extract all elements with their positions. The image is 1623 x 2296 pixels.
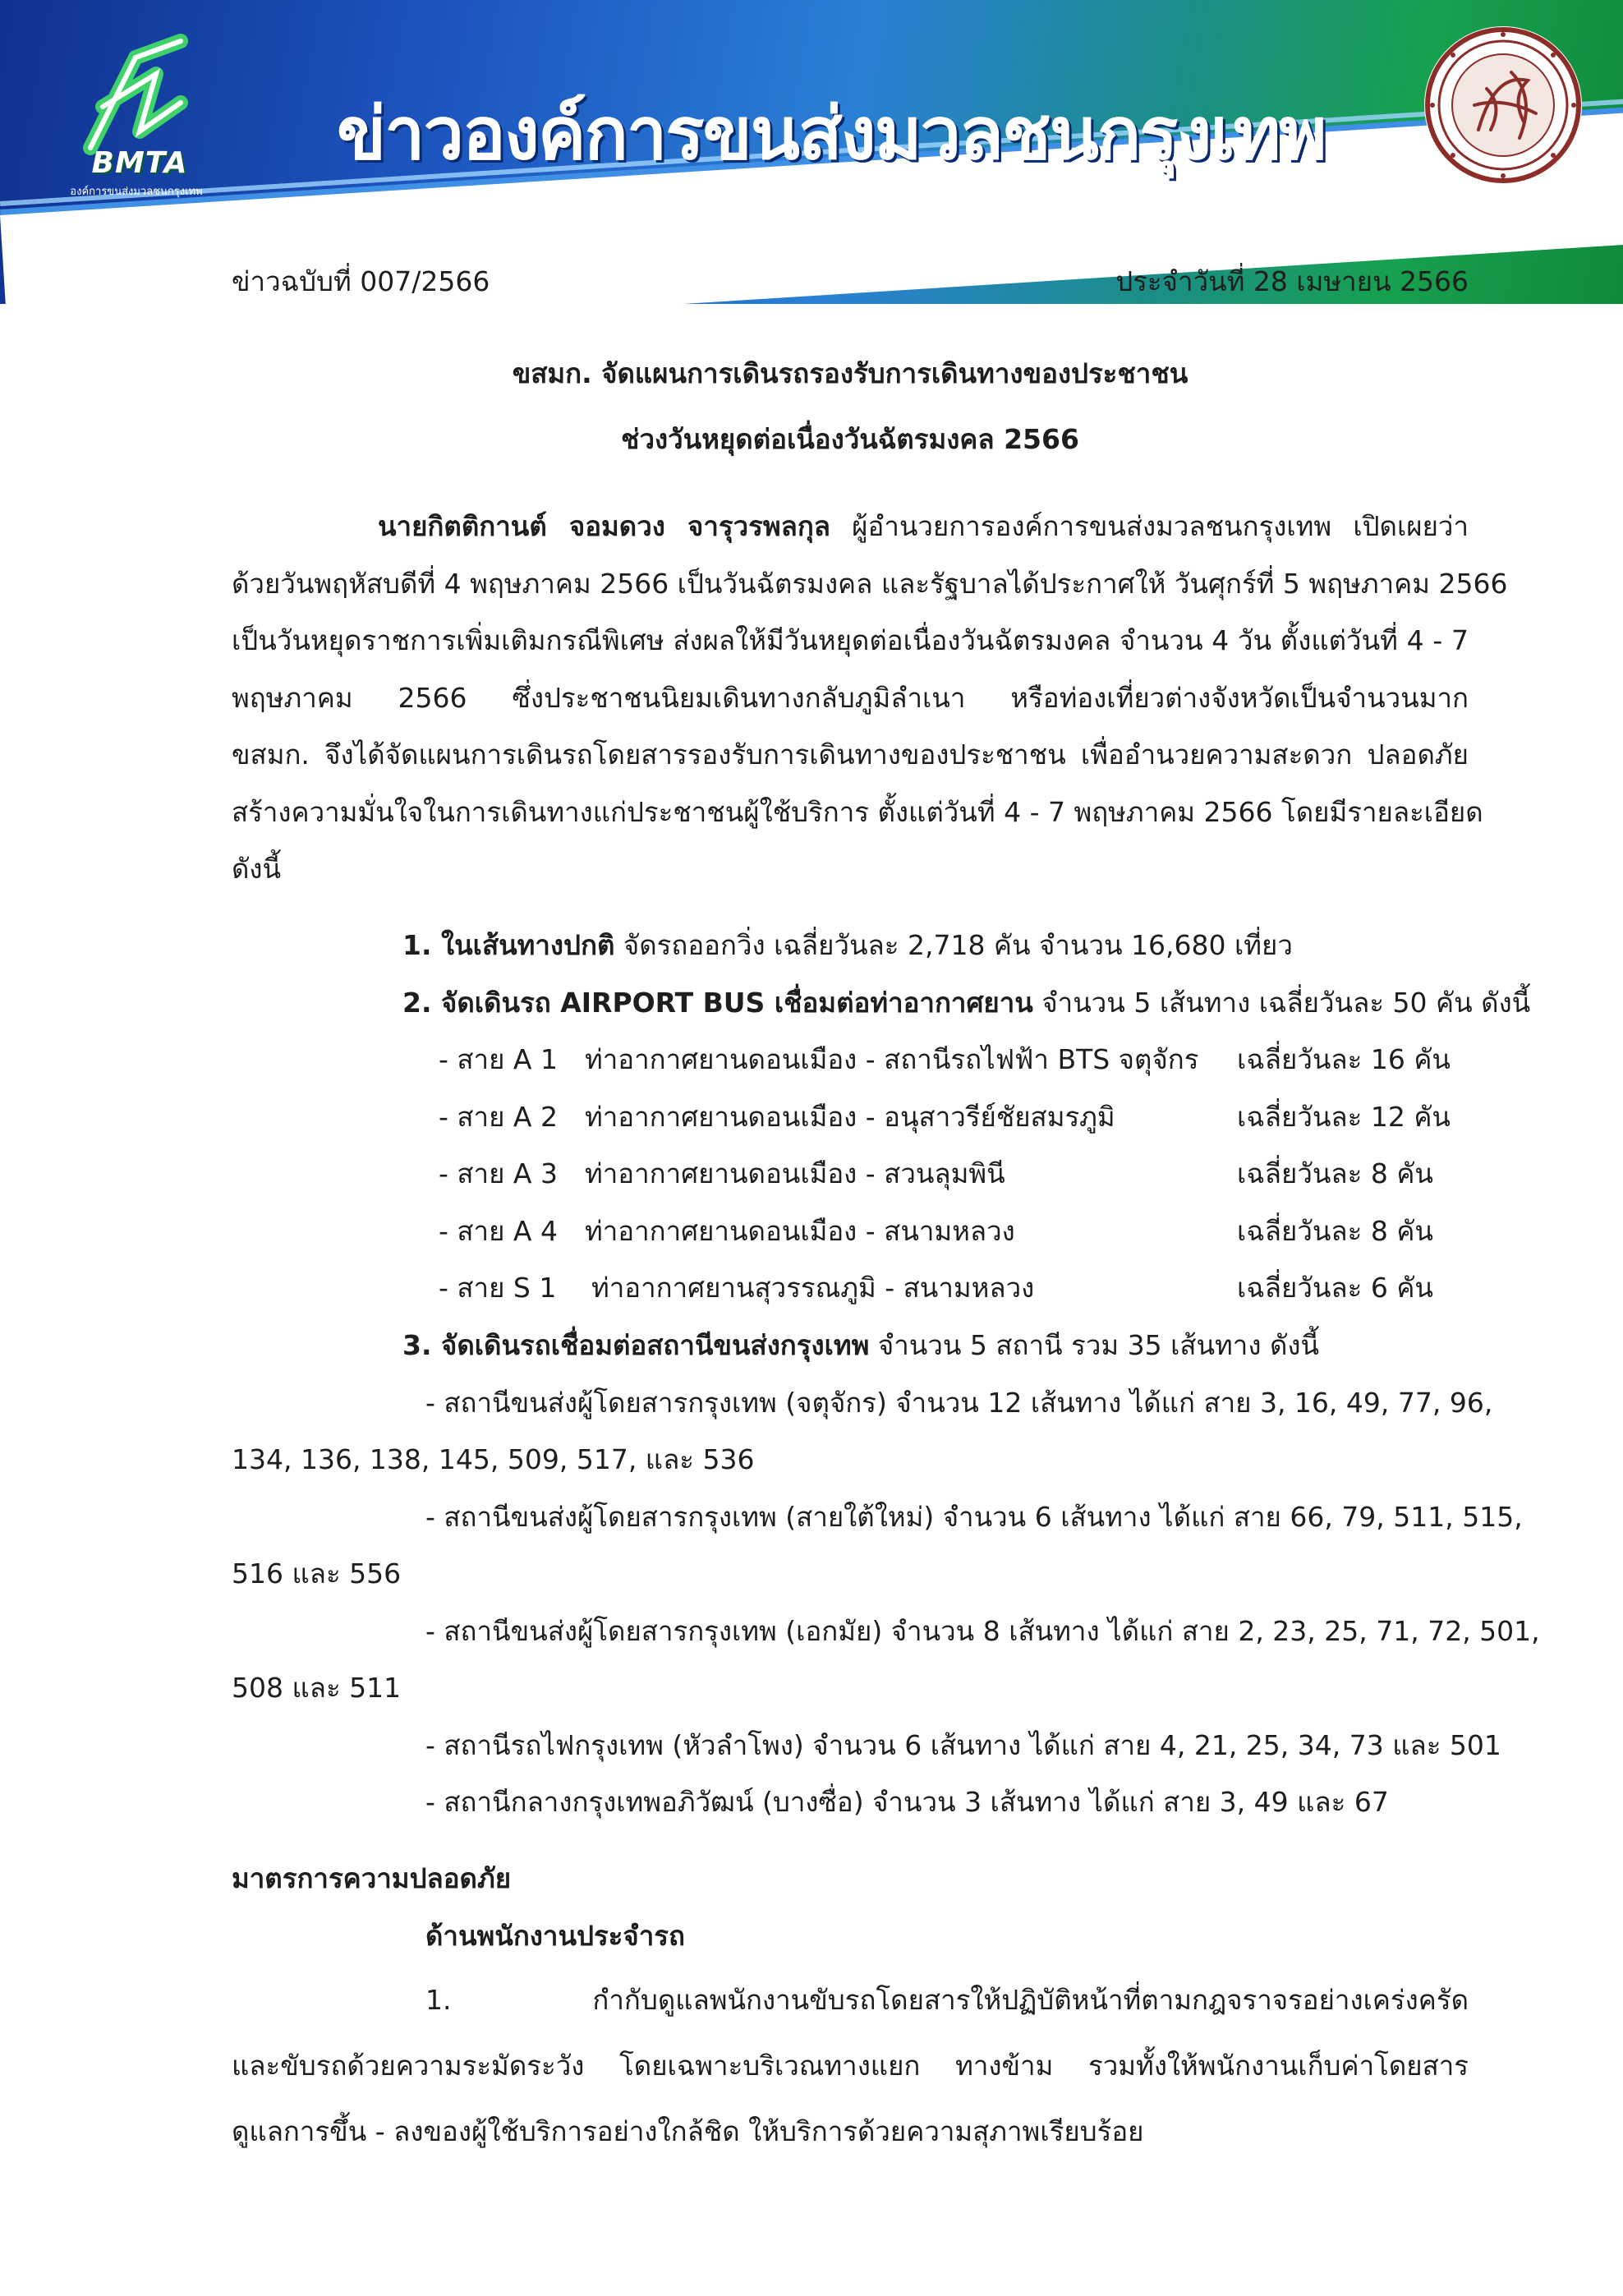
item-1 [402, 917, 1293, 974]
director-name: นายกิตติกานต์ จอมดวง จารุวรพลกุล [378, 510, 831, 542]
route-code: - สาย S 1 [439, 1272, 557, 1304]
station-2-line-2: 516 และ 556 [232, 1558, 402, 1590]
route-average: เฉลี่ยวันละ 8 คัน [1237, 1157, 1433, 1189]
station-3-text: - สถานีขนส่งผู้โดยสารกรุงเทพ (เอกมัย) จำนวน 8 เส้นทาง ได้แก่ สาย 2, 23, 25, 71, 72, 501, [425, 1615, 1540, 1647]
station-2-line-1 [232, 1488, 1523, 1546]
safety-heading: มาตรการความปลอดภัย [232, 1862, 512, 1894]
route-description: ท่าอากาศยานสุวรรณภูมิ - สนามหลวง [591, 1272, 1035, 1304]
item-3-text: จำนวน 5 สถานี รวม 35 เส้นทาง ดังนี้ [869, 1329, 1320, 1361]
route-description: ท่าอากาศยานดอนเมือง - สนามหลวง [585, 1215, 1015, 1247]
route-code: - สาย A 2 [439, 1101, 558, 1133]
item-2 [402, 974, 1530, 1032]
item-2-text: จำนวน 5 เส้นทาง เฉลี่ยวันละ 50 คัน ดังนี้ [1032, 987, 1531, 1019]
station-2-text: - สถานีขนส่งผู้โดยสารกรุงเทพ (สายใต้ใหม่) จำนวน 6 เส้นทาง ได้แก่ สาย 66, 79, 511, 515, [425, 1501, 1523, 1533]
intro-line-7: ดังนี้ [232, 853, 282, 885]
item-3-heading: 3. จัดเดินรถเชื่อมต่อสถานีขนส่งกรุงเทพ [402, 1329, 870, 1361]
route-average: เฉลี่ยวันละ 12 คัน [1237, 1101, 1451, 1133]
safety-para-line-3: ดูแลการขึ้น - ลงของผู้ใช้บริการอย่างใกล้ชิด ให้บริการด้วยความสุภาพเรียบร้อย [232, 2115, 1144, 2147]
route-description: ท่าอากาศยานดอนเมือง - สวนลุมพินี [585, 1157, 1005, 1189]
intro-line-5-text: ขสมก. จึงได้จัดแผนการเดินรถโดยสารรองรับการเดินทางของประชาชน เพื่ออำนวยความสะดวก ปลอดภัย [232, 738, 1469, 771]
intro-line-6-text: สร้างความมั่นใจในการเดินทางแก่ประชาชนผู้ใช้บริการ ตั้งแต่วันที่ 4 - 7 พฤษภาคม 2566 โดยมีรายละเอียด [232, 796, 1483, 828]
issue-number: ข่าวฉบับที่ 007/2566 [232, 265, 490, 297]
intro-line-4-text: พฤษภาคม 2566 ซึ่งประชาชนนิยมเดินทางกลับภูมิลำเนา หรือท่องเที่ยวต่างจังหวัดเป็นจำนวนมาก [232, 682, 1469, 714]
station-3-line-1 [232, 1603, 1540, 1660]
intro-line-2-text: ด้วยวันพฤหัสบดีที่ 4 พฤษภาคม 2566 เป็นวันฉัตรมงคล และรัฐบาลได้ประกาศให้ วันศุกร์ที่ 5 พฤษภาคม 2566 [232, 568, 1508, 600]
intro-line-1 [232, 498, 1469, 555]
station-3-line-2: 508 และ 511 [232, 1672, 402, 1704]
agency-seal-icon [1421, 23, 1585, 187]
safety-subheading: ด้านพนักงานประจำรถ [425, 1920, 685, 1952]
headline-line-1: ขสมก. จัดแผนการเดินรถรองรับการเดินทางของประชาชน [512, 357, 1189, 389]
station-1-line-1 [232, 1374, 1493, 1432]
route-average: เฉลี่ยวันละ 8 คัน [1237, 1215, 1433, 1247]
intro-line-5 [232, 726, 1469, 784]
route-description: ท่าอากาศยานดอนเมือง - อนุสาวรีย์ชัยสมรภูมิ [585, 1101, 1115, 1133]
route-average: เฉลี่ยวันละ 6 คัน [1237, 1272, 1433, 1304]
intro-line-3-text: เป็นวันหยุดราชการเพิ่มเติมกรณีพิเศษ ส่งผลให้มีวันหยุดต่อเนื่องวันฉัตรมงคล จำนวน 4 วัน ตั้งแต่วันที่ 4 - 7 [232, 624, 1469, 656]
intro-line-4 [232, 669, 1469, 727]
route-code: - สาย A 4 [439, 1215, 558, 1247]
banner-title: ข่าวองค์การขนส่งมวลชนกรุงเทพ [337, 91, 1326, 176]
station-1-text: - สถานีขนส่งผู้โดยสารกรุงเทพ (จตุจักร) จำนวน 12 เส้นทาง ได้แก่ สาย 3, 16, 49, 77, 96, [425, 1387, 1493, 1419]
logo-subtext: องค์การขนส่งมวลชนกรุงเทพ [70, 186, 203, 198]
station-5-line: - สถานีกลางกรุงเทพอภิวัฒน์ (บางซื่อ) จำนวน 3 เส้นทาง ได้แก่ สาย 3, 49 และ 67 [425, 1786, 1389, 1818]
safety-para-line-2-text: และขับรถด้วยความระมัดระวัง โดยเฉพาะบริเวณทางแยก ทางข้าม รวมทั้งให้พนักงานเก็บค่าโดยสาร [232, 2050, 1469, 2082]
route-code: - สาย A 1 [439, 1043, 558, 1075]
intro-line-2 [232, 555, 1508, 613]
intro-line-6 [232, 784, 1483, 841]
route-code: - สาย A 3 [439, 1157, 558, 1189]
route-average: เฉลี่ยวันละ 16 คัน [1237, 1043, 1451, 1075]
item-3 [402, 1317, 1319, 1374]
item-2-heading: 2. จัดเดินรถ AIRPORT BUS เชื่อมต่อท่าอากาศยาน [402, 987, 1033, 1019]
route-description: ท่าอากาศยานดอนเมือง - สถานีรถไฟฟ้า BTS จตุจักร [585, 1043, 1199, 1075]
item-1-text: จัดรถออกวิ่ง เฉลี่ยวันละ 2,718 คัน จำนวน 16,680 เที่ยว [614, 929, 1293, 961]
item-1-heading: 1. ในเส้นทางปกติ [402, 929, 615, 961]
safety-para-line-1 [232, 1972, 1469, 2029]
safety-para-line-1-text: 1. กำกับดูแลพนักงานขับรถโดยสารให้ปฏิบัติหน้าที่ตามกฎจราจรอย่างเคร่งครัด [425, 1984, 1469, 2016]
issue-date: ประจำวันที่ 28 เมษายน 2566 [1115, 265, 1469, 297]
station-4-line: - สถานีรถไฟกรุงเทพ (หัวลำโพง) จำนวน 6 เส้นทาง ได้แก่ สาย 4, 21, 25, 34, 73 และ 501 [425, 1729, 1501, 1761]
logo-wordmark: BMTA [91, 146, 188, 180]
intro-line-1-text: ผู้อำนวยการองค์การขนส่งมวลชนกรุงเทพ เปิดเผยว่า [830, 510, 1469, 542]
safety-para-line-2 [232, 2037, 1469, 2095]
headline-line-2: ช่วงวันหยุดต่อเนื่องวันฉัตรมงคล 2566 [621, 423, 1079, 455]
station-1-line-2: 134, 136, 138, 145, 509, 517, และ 536 [232, 1443, 755, 1475]
intro-line-3 [232, 612, 1469, 669]
